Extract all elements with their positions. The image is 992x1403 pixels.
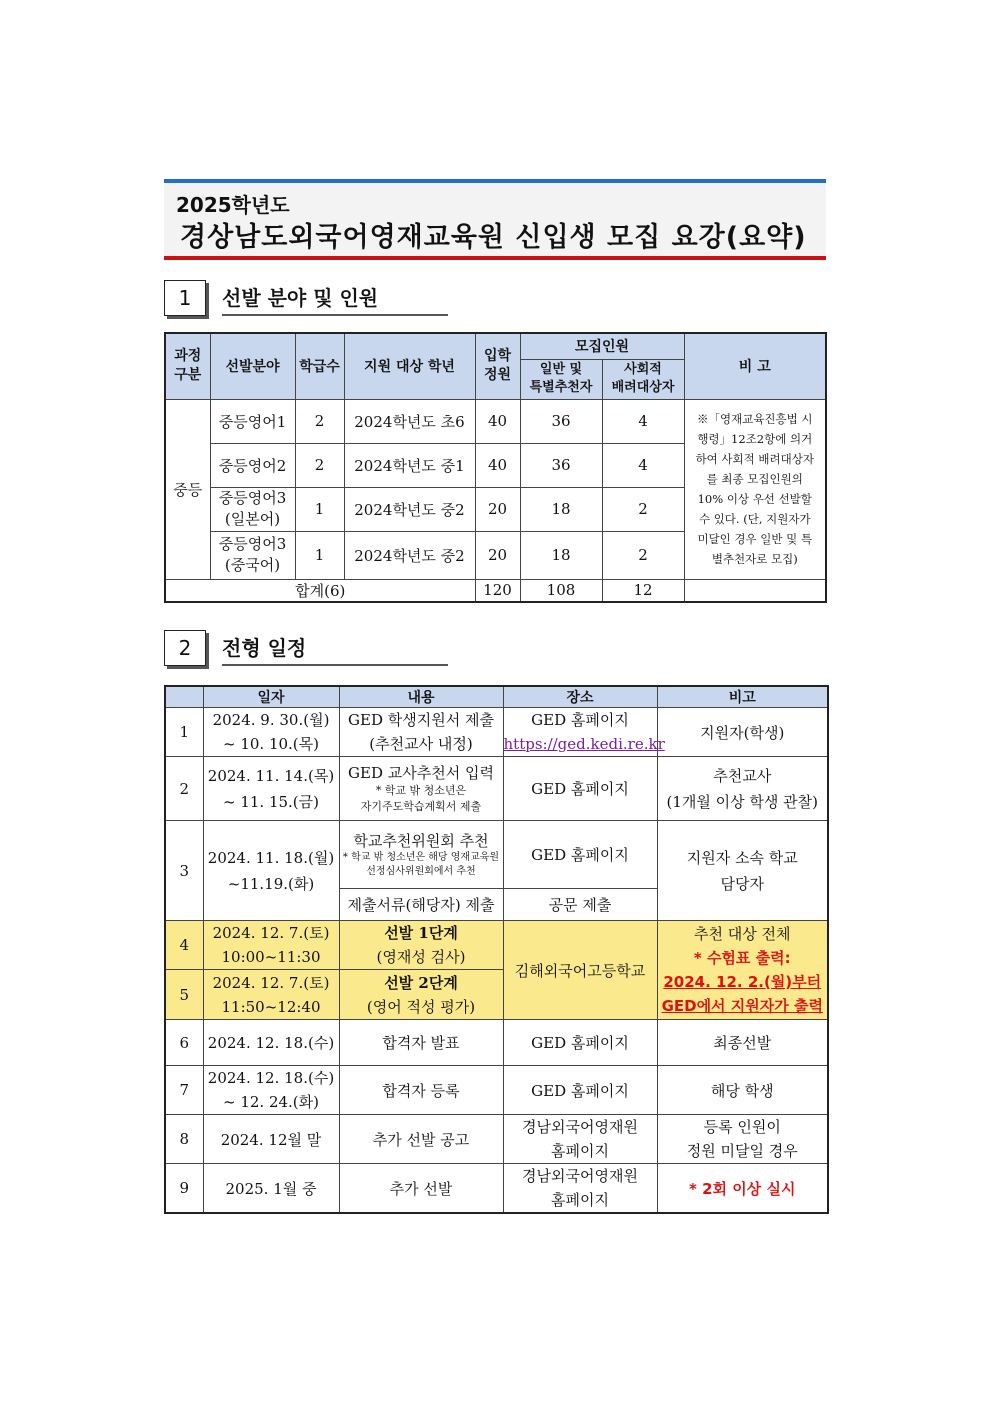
table-row [165, 399, 826, 443]
remarks-line4: GED에서 지원자가 출력 [661, 997, 823, 1015]
th-quota: 입학 정원 [475, 333, 520, 399]
row-date: 2024. 9. 30.(월) ~ 10. 10.(목) [203, 708, 339, 757]
section2-header [164, 630, 464, 666]
row-remarks: 해당 학생 [657, 1066, 828, 1115]
content-title: 선발 1단계 [384, 924, 458, 942]
content-text: (영어 적성 평가) [366, 997, 476, 1016]
cell-social: 4 [602, 443, 684, 487]
section1-underline [222, 314, 448, 316]
cell-target: 2024학년도 초6 [344, 399, 475, 443]
cell-classes: 2 [295, 399, 344, 443]
remarks-line2: * 수험표 출력: [693, 949, 791, 967]
row-date: 2025. 1월 중 [203, 1164, 339, 1214]
table-row [165, 1115, 828, 1164]
cell-general: 36 [520, 399, 602, 443]
row-content [339, 821, 503, 889]
row-number: 7 [165, 1066, 203, 1115]
total-quota: 120 [475, 579, 520, 602]
row-number: 1 [165, 708, 203, 757]
content-text: (영재성 검사) [376, 948, 466, 966]
row-number: 9 [165, 1164, 203, 1214]
section1-header [164, 280, 464, 316]
cell-quota: 20 [475, 487, 520, 531]
cell-target: 2024학년도 중2 [344, 487, 475, 531]
page-title: 경상남도외국어영재교육원 신입생 모집 요강(요약) [180, 222, 807, 253]
th-course: 과정 구분 [165, 333, 210, 399]
schedule-table [164, 685, 829, 1214]
th-remarks: 비고 [657, 686, 828, 708]
cell-quota: 40 [475, 443, 520, 487]
row-remarks: 지원자 소속 학교 담당자 [657, 821, 828, 921]
cell-field: 중등영어1 [210, 399, 295, 443]
row-number: 2 [165, 757, 203, 821]
table-row [165, 757, 828, 821]
cell-general: 18 [520, 487, 602, 531]
row-remarks [657, 921, 828, 1020]
cell-target: 2024학년도 중1 [344, 443, 475, 487]
th-content: 내용 [339, 686, 503, 708]
th-remarks: 비 고 [684, 333, 826, 399]
row-remarks: 추천교사 (1개월 이상 학생 관찰) [657, 757, 828, 821]
selection-table [164, 332, 827, 603]
section2-number: 2 [164, 630, 206, 666]
row-date: 2024. 12. 18.(수) [203, 1020, 339, 1066]
th-no [165, 686, 203, 708]
row-content-2: 제출서류(해당자) 제출 [339, 889, 503, 921]
row-remarks: * 2회 이상 실시 [657, 1164, 828, 1214]
row-place: GED 홈페이지 [503, 821, 657, 889]
row-place [503, 708, 665, 757]
row-date: 2024. 12. 7.(토) 11:50~12:40 [203, 970, 339, 1020]
total-remarks [684, 579, 826, 602]
cell-quota: 40 [475, 399, 520, 443]
row-content [339, 970, 503, 1020]
cell-classes: 1 [295, 531, 344, 579]
row-content: 합격자 발표 [339, 1020, 503, 1066]
th-recruit: 모집인원 [520, 333, 684, 359]
section1-title: 선발 분야 및 인원 [222, 286, 379, 310]
row-date: 2024. 12. 7.(토) 10:00~11:30 [203, 921, 339, 970]
row-place: GED 홈페이지 [503, 1020, 657, 1066]
content-note: * 학교 밖 청소년은 해당 영재교육원 선정심사위원회에서 추천 [342, 852, 500, 877]
cell-field: 중등영어2 [210, 443, 295, 487]
row-content: 합격자 등록 [339, 1066, 503, 1115]
cell-field: 중등영어3 (중국어) [210, 531, 295, 579]
row-content [339, 921, 503, 970]
content-text: 학교추천위원회 추천 [353, 832, 489, 850]
remark-note: ※「영재교육진흥법 시행령」12조2항에 의거하여 사회적 배려대상자를 최종 모집인원의 10% 이상 우선 선발할 수 있다. (단, 지원자가 미달인 경우 일반 및 특별추천자로 모집) [684, 399, 826, 579]
row-place: 경남외국어영재원 홈페이지 [503, 1164, 657, 1214]
cell-classes: 2 [295, 443, 344, 487]
cell-general: 36 [520, 443, 602, 487]
cell-social: 2 [602, 531, 684, 579]
total-general: 108 [520, 579, 602, 602]
table-row [165, 921, 828, 970]
remarks-line1: 추천 대상 전체 [694, 925, 791, 943]
row-date: 2024. 12월 말 [203, 1115, 339, 1164]
ged-link[interactable]: https://ged.kedi.re.kr [503, 735, 665, 753]
row-content [339, 757, 503, 821]
table-row [165, 821, 828, 889]
row-place: 경남외국어영재원 홈페이지 [503, 1115, 657, 1164]
row-content: GED 학생지원서 제출 (추천교사 내정) [339, 708, 503, 757]
th-classes: 학급수 [295, 333, 344, 399]
content-note: * 학교 밖 청소년은 자기주도학습계획서 제출 [360, 784, 482, 813]
title-top-rule [164, 179, 826, 183]
section2-underline [222, 664, 448, 666]
row-date: 2024. 11. 18.(월) ~11.19.(화) [203, 821, 339, 921]
row-place-2: 공문 제출 [503, 889, 657, 921]
row-remarks: 등록 인원이 정원 미달일 경우 [657, 1115, 828, 1164]
row-number: 4 [165, 921, 203, 970]
table-row [165, 1020, 828, 1066]
title-bottom-rule [164, 256, 826, 260]
th-place: 장소 [503, 686, 657, 708]
row-remarks: 지원자(학생) [657, 708, 828, 757]
cell-general: 18 [520, 531, 602, 579]
row-date: 2024. 11. 14.(목) ~ 11. 15.(금) [203, 757, 339, 821]
cell-field: 중등영어3 (일본어) [210, 487, 295, 531]
row-number: 6 [165, 1020, 203, 1066]
table-row [165, 708, 828, 757]
content-title: 선발 2단계 [384, 973, 458, 992]
place-text: GED 홈페이지 [531, 711, 629, 729]
th-field: 선발분야 [210, 333, 295, 399]
table-row [165, 1164, 828, 1214]
row-number: 3 [165, 821, 203, 921]
th-general: 일반 및 특별추천자 [520, 359, 602, 399]
row-place: GED 홈페이지 [503, 757, 657, 821]
cell-social: 4 [602, 399, 684, 443]
cell-target: 2024학년도 중2 [344, 531, 475, 579]
th-social: 사회적 배려대상자 [602, 359, 684, 399]
row-content: 추가 선발 공고 [339, 1115, 503, 1164]
th-date: 일자 [203, 686, 339, 708]
th-target: 지원 대상 학년 [344, 333, 475, 399]
row-date: 2024. 12. 18.(수) ~ 12. 24.(화) [203, 1066, 339, 1115]
remarks-line3: 2024. 12. 2.(월)부터 [663, 973, 822, 991]
total-social: 12 [602, 579, 684, 602]
total-label: 합계(6) [165, 579, 475, 602]
table-row [165, 1066, 828, 1115]
row-number: 8 [165, 1115, 203, 1164]
row-content: 추가 선발 [339, 1164, 503, 1214]
row-number: 5 [165, 970, 203, 1020]
title-year: 2025학년도 [176, 193, 290, 217]
content-text: GED 교사추천서 입력 [348, 764, 494, 782]
total-row [165, 579, 826, 602]
row-place: GED 홈페이지 [503, 1066, 657, 1115]
title-block [164, 179, 826, 260]
section2-title: 전형 일정 [222, 636, 307, 660]
cell-classes: 1 [295, 487, 344, 531]
row-remarks: 최종선발 [657, 1020, 828, 1066]
row-place: 김해외국어고등학교 [503, 921, 657, 1020]
cell-quota: 20 [475, 531, 520, 579]
cell-social: 2 [602, 487, 684, 531]
course-cell: 중등 [165, 399, 210, 579]
section1-number: 1 [164, 280, 206, 316]
